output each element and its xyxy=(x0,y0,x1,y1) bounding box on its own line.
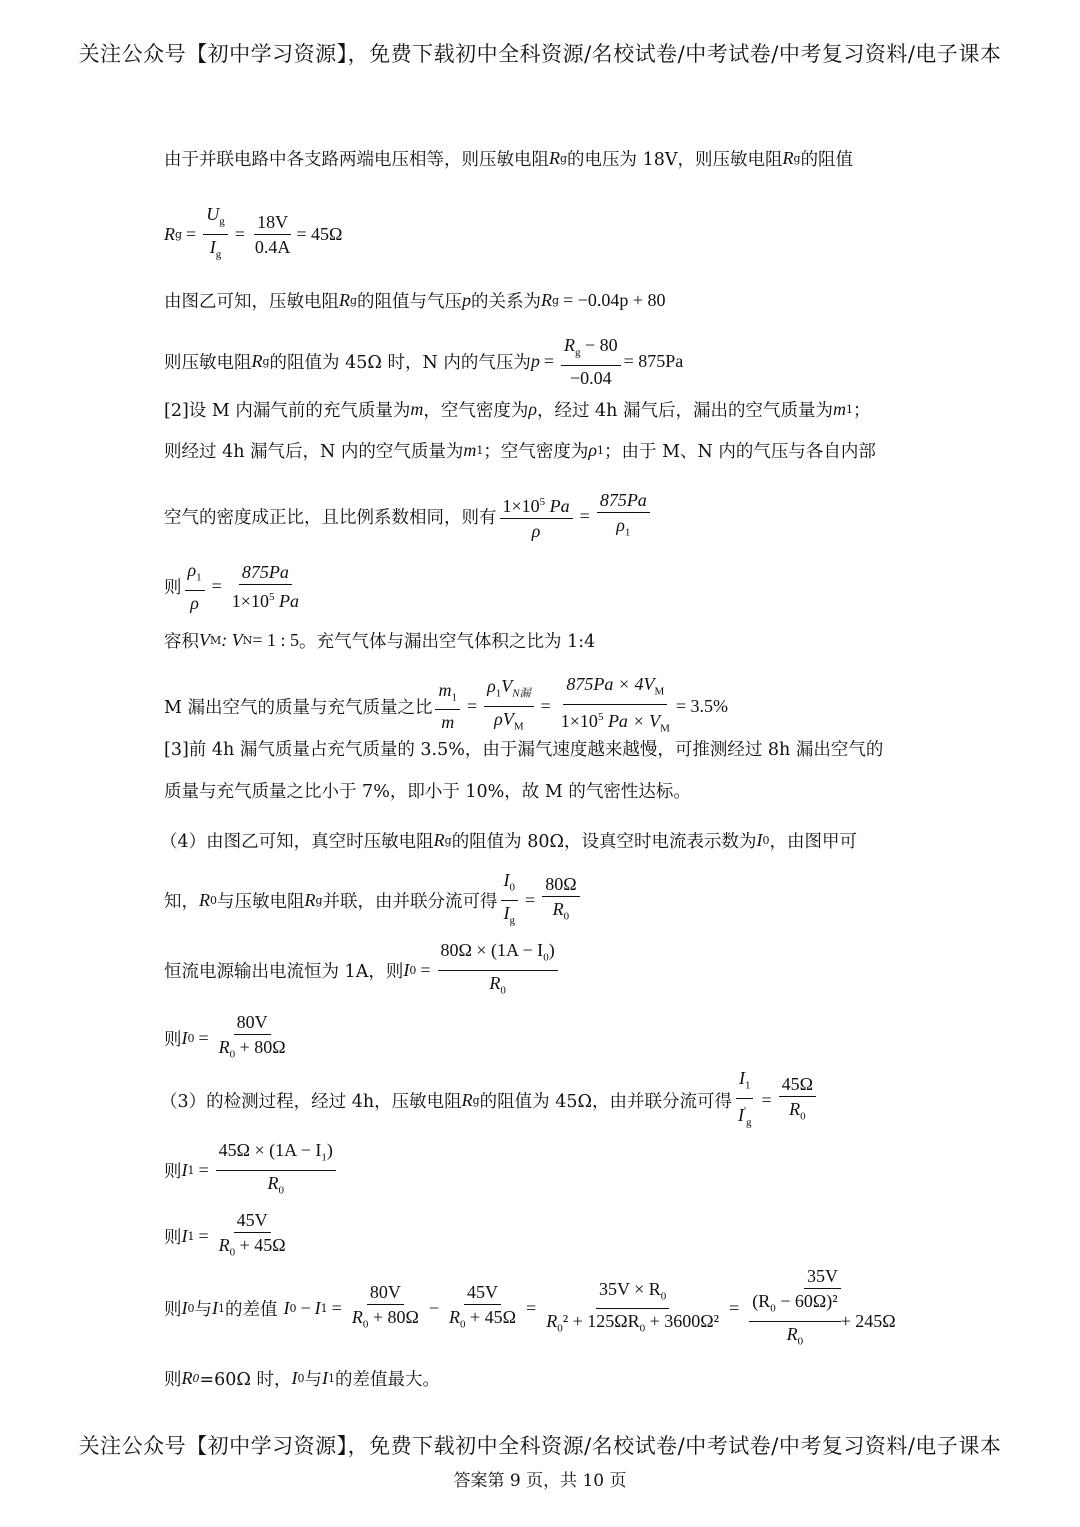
text-line: （4）由图乙可知，真空时压敏电阻 R g 的阻值为 80Ω，设真空时电流表示数为 I 0 ，由图甲可 xyxy=(160,830,858,852)
fraction: $\frac{U_g}{I_g}$ xyxy=(203,202,228,266)
fraction: $\frac{875Pa \times 4V_M}{1\times 10^5 Pa \times V_M}$ xyxy=(560,674,670,735)
fraction: $\frac{1\times 10^5 Pa}{\rho}$ xyxy=(500,490,573,543)
equation-line: 则 I 1 = $\frac{45V}{R_0 + 45\Omega}$ xyxy=(164,1208,292,1265)
equation-line: 则压敏电阻 R g 的阻值为 45Ω 时，N 内的气压为 p = $\frac{R_g - 80}{-0.04}$ = 875Pa xyxy=(164,335,684,388)
text-line: [2]设 M 内漏气前的充气质量为 m ，空气密度为 ρ ，经过 4h 漏气后，漏出的空气质量为 m 1 ； xyxy=(164,399,871,421)
fraction: $\frac{875Pa}{\rho_1}$ xyxy=(597,488,650,545)
equation-line: 空气的密度成正比，且比例系数相同，则有 $\frac{1\times 10^5 Pa}{\rho}$ = $\frac{875Pa}{\rho_1}$ xyxy=(164,488,653,545)
page-number: 答案第 9 页，共 10 页 xyxy=(453,1471,627,1491)
fraction: $\frac{\rho_1V_{N漏}}{\rho V_M}$ xyxy=(484,674,533,738)
fraction: $\frac{45V}{R_0 + 45\Omega}$ xyxy=(218,1210,286,1259)
fraction: $\frac{80V}{R_0 + 80\Omega}$ xyxy=(218,1012,286,1061)
footer-banner: 关注公众号【初中学习资源】，免费下载初中全科资源/名校试卷/中考试卷/中考复习资料/电子课本 xyxy=(78,1434,1002,1458)
text-line: 由于并联电路中各支路两端电压相等，则压敏电阻 R g 的电压为 18V，则压敏电阻 R g 的阻值 xyxy=(164,148,854,170)
fraction: $\frac{I_1}{I'_g}$ xyxy=(735,1066,754,1134)
fraction: $\frac{45\Omega}{R_0}$ xyxy=(779,1072,816,1129)
text-line: 质量与充气质量之比小于 7%，即小于 10%，故 M 的气密性达标。 xyxy=(164,782,691,802)
fraction: $\frac{35V \times R_0}{R_0^2 + 125\Omega R_0 + 3600\Omega^2}$ xyxy=(546,1278,720,1335)
equation-line: 则 I 0 = $\frac{80V}{R_0 + 80\Omega}$ xyxy=(164,1010,292,1067)
fraction: $\frac{\rho_1}{\rho}$ xyxy=(185,558,205,615)
fraction: $\frac{80\Omega \times (1A - I_0)}{R_0}$ xyxy=(438,938,558,1002)
fraction: $\frac{80\Omega}{R_0}$ xyxy=(542,872,579,929)
text-line: 由图乙可知，压敏电阻 R g 的阻值与气压 p 的关系为 R g = −0.04p + 80 xyxy=(164,290,666,312)
fraction: 35V $\frac{(R_0 - 60\Omega)^2}{R_0}$ + 245Ω xyxy=(746,1264,898,1353)
fraction: $\frac{45\Omega \times (1A - I_1)}{R_0}$ xyxy=(216,1138,336,1202)
text-line: [3]前 4h 漏气质量占充气质量的 3.5%，由于漏气速度越来越慢，可推测经过 8h 漏出空气的 xyxy=(164,740,884,760)
fraction: $\frac{45V}{R_0 + 45\Omega}$ xyxy=(449,1282,517,1331)
fraction: $\frac{18V}{0.4A}$ xyxy=(254,211,291,257)
equation-line: 知， R 0 与压敏电阻 R g 并联，由并联分流可得 $\frac{I_0}{I_g}$ = $\frac{80\Omega}{R_0}$ xyxy=(164,868,583,932)
fraction: $\frac{875Pa}{1\times 10^5 Pa}$ xyxy=(231,561,299,611)
text-line: 则 R 0 =60Ω 时， I 0 与 I 1 的差值最大。 xyxy=(164,1368,441,1390)
fraction: $\frac{m_1}{m}$ xyxy=(435,678,460,735)
fraction: $\frac{(R_0 - 60\Omega)^2}{R_0}$ xyxy=(749,1289,840,1353)
equation-line: （3）的检测过程，经过 4h，压敏电阻 R g 的阻值为 45Ω，由并联分流可得 $\frac{I_1}{I'_g}$ = $\frac{45\Omega}{R_0}$ xyxy=(160,1066,819,1134)
equation-line: R g = $\frac{U_g}{I_g}$ = $\frac{18V}{0.4A}$ = 45Ω xyxy=(164,202,342,266)
equation-line: 则 I 0 与 I 1 的差值 I 0 − I 1 = $\frac{80V}{R_0 + 80\Omega}$ − $\frac{45V}{R_0 + 45\Omega}$ = $\frac{35V \times R_0}{R_0^2 + 125\Omega R_0 + 3600\Omega^2}$ = 35V $\frac{(R_0 - 60\Omega)^2}{R_0}$ + 245Ω xyxy=(164,1264,902,1353)
equation-line: 则 I 1 = $\frac{45\Omega \times (1A - I_1)}{R_0}$ xyxy=(164,1138,339,1202)
fraction: $\frac{I_0}{I_g}$ xyxy=(501,868,519,932)
header-banner: 关注公众号【初中学习资源】，免费下载初中全科资源/名校试卷/中考试卷/中考复习资料/电子课本 xyxy=(78,42,1002,66)
equation-line: M 漏出空气的质量与充气质量之比 $\frac{m_1}{m}$ = $\frac{\rho_1V_{N漏}}{\rho V_M}$ = $\frac{875Pa \times 4V_M}{1\times 10^5 Pa \times V_M}$ = 3.5% xyxy=(164,672,728,740)
fraction: $\frac{80V}{R_0 + 80\Omega}$ xyxy=(351,1282,419,1331)
equation-line: 恒流电源输出电流恒为 1A，则 I 0 = $\frac{80\Omega \times (1A - I_0)}{R_0}$ xyxy=(164,938,561,1002)
text-line: 则经过 4h 漏气后，N 内的空气质量为 m 1 ；空气密度为 ρ 1 ；由于 M、N 内的气压与各自内部 xyxy=(164,440,876,462)
equation-line: 则 $\frac{\rho_1}{\rho}$ = $\frac{875Pa}{1\times 10^5 Pa}$ xyxy=(164,558,305,615)
text-line: 容积 V M : V N = 1 : 5 。充气气体与漏出空气体积之比为 1:4 xyxy=(164,630,596,652)
fraction: $\frac{R_g - 80}{-0.04}$ xyxy=(561,333,621,390)
